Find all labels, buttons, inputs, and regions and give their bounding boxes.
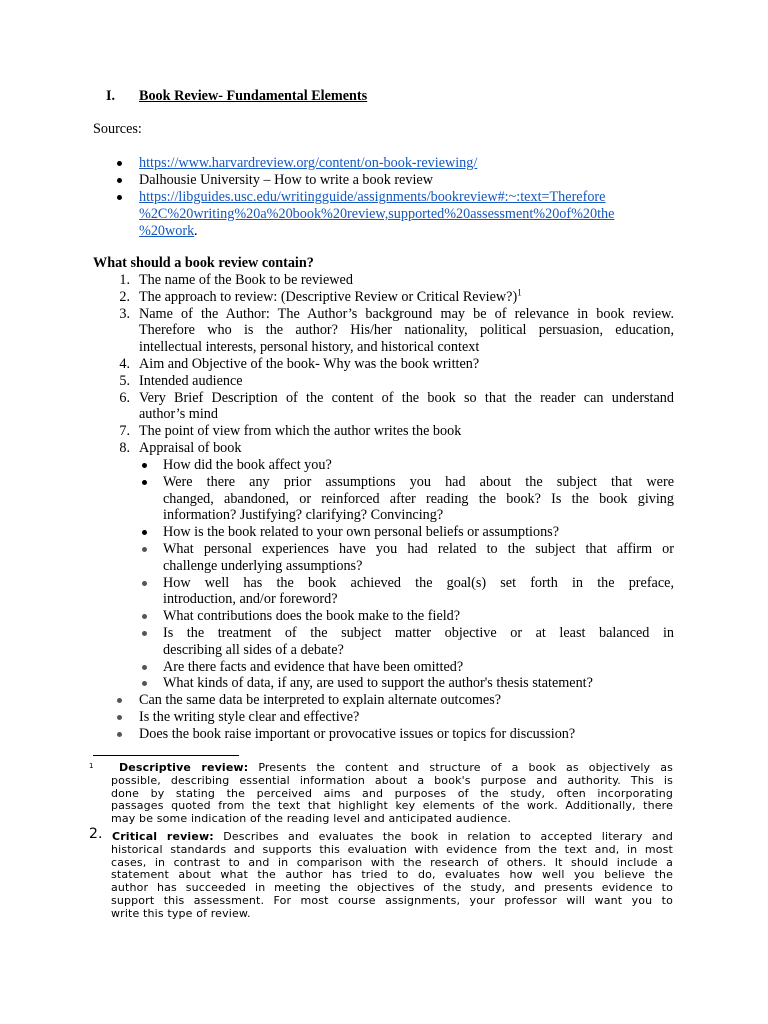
list-item-text: Therefore who is the author? His/her nationality, political persuasion, education,	[139, 322, 674, 339]
footnote-line: write this type of review.	[111, 906, 251, 920]
footnote-line: author has succeeded in meeting the objectives of the study, and presents evidence to	[111, 881, 673, 894]
section-numeral: I.	[106, 88, 116, 104]
appraisal-question: challenge underlying assumptions?	[163, 557, 363, 574]
list-item-text: Aim and Objective of the book- Why was the book written?	[139, 356, 480, 372]
list-item-text: The approach to review: (Descriptive Review or Critical Review?)$^1$	[139, 287, 522, 305]
source-link[interactable]: %2C%20writing%20a%20book%20review,supported%20assessment%20of%20the	[139, 205, 615, 222]
footnote-term: Critical review:	[112, 830, 214, 843]
bullet-icon	[142, 614, 147, 619]
bullet-icon	[142, 530, 147, 535]
list-item-text: Intended audience	[139, 372, 243, 389]
list-item-text: Appraisal of book	[139, 440, 242, 456]
source-link[interactable]: https://libguides.usc.edu/writingguide/assignments/bookreview#:~:text=Therefore	[139, 189, 606, 205]
footnote-line: may be some indication of the reading level and anticipated audience.	[111, 812, 511, 825]
source-link[interactable]: https://www.harvardreview.org/content/on-book-reviewing/	[139, 155, 478, 171]
list-number: 6.	[119, 389, 130, 406]
bullet-icon	[142, 581, 147, 586]
appraisal-question: What contributions does the book make to the field?	[163, 608, 461, 625]
sources-label: Sources:	[93, 121, 142, 137]
appraisal-question: How well has the book achieved the goal(s) set forth in the preface,	[163, 574, 674, 591]
bullet-icon	[117, 161, 122, 166]
bullet-icon	[117, 732, 122, 737]
footnote-separator	[93, 755, 239, 756]
bullet-icon	[117, 715, 122, 720]
appraisal-question: What personal experiences have you had related to the subject that affirm or	[163, 541, 674, 557]
list-number: 3.	[119, 305, 130, 322]
list-item-text: The name of the Book to be reviewed	[139, 272, 353, 288]
bullet-icon	[142, 631, 147, 636]
bullet-icon	[142, 463, 147, 468]
list-number: 1.	[119, 272, 130, 288]
list-number: 4.	[119, 356, 130, 372]
page-title: Book Review- Fundamental Elements	[139, 88, 368, 104]
bullet-icon	[142, 480, 147, 485]
footnote-line: statement about what the author has tried to do, evaluates how well you believe the	[111, 868, 673, 882]
footnote-line: support this assessment. For most course assignments, your professor will want you to	[111, 893, 673, 907]
contain-heading: What should a book review contain?	[93, 255, 314, 271]
bullet-icon	[142, 681, 147, 686]
outer-bullet-text: Can the same data be interpreted to explain alternate outcomes?	[139, 692, 502, 708]
bullet-icon	[142, 547, 147, 552]
footnote-line: passages quoted from the text that highlight key elements of the work. Additionally, there	[111, 799, 673, 813]
bullet-icon	[117, 698, 122, 703]
source-trailing: .	[194, 222, 198, 239]
appraisal-question: How is the book related to your own personal beliefs or assumptions?	[163, 524, 559, 541]
outer-bullet-text: Is the writing style clear and effective?	[139, 708, 360, 725]
appraisal-question: Are there facts and evidence that have been omitted?	[163, 658, 464, 675]
list-item-text: Name of the Author: The Author’s background may be of relevance in book review.	[139, 305, 674, 322]
source-text: Dalhousie University – How to write a book review	[139, 172, 433, 188]
outer-bullet-text: Does the book raise important or provocative issues or topics for discussion?	[139, 725, 576, 742]
list-item-text: author’s mind	[139, 406, 218, 423]
appraisal-question: changed, abandoned, or reinforced after reading the book? Is the book giving	[163, 490, 674, 507]
appraisal-question: How did the book affect you?	[163, 457, 332, 473]
footnote-marker: 2.	[89, 826, 103, 842]
footnote-line: done by stating the perceived aims and purposes of the study, often incorporating	[111, 786, 673, 800]
footnote-line: historical standards and supports this evaluation with evidence from the text and, in most	[111, 842, 673, 856]
appraisal-question: information? Justifying? clarifying? Convincing?	[163, 507, 444, 524]
footnote-line: Critical review: Describes and evaluates the book in relation to accepted literary and	[112, 830, 674, 843]
list-item-text: intellectual interests, personal history, and historical context	[139, 339, 480, 356]
bullet-icon	[117, 178, 122, 183]
source-link[interactable]: %20work	[139, 222, 195, 239]
appraisal-question: introduction, and/or foreword?	[163, 591, 338, 608]
appraisal-question: Were there any prior assumptions you had about the subject that were	[163, 473, 674, 490]
list-item-text: The point of view from which the author writes the book	[139, 423, 462, 440]
footnote-line: possible, describing essential information about a book's purpose and authority. This is	[111, 773, 673, 787]
list-number: 7.	[119, 423, 130, 440]
appraisal-question: What kinds of data, if any, are used to support the author's thesis statement?	[163, 675, 593, 692]
list-number: 5.	[119, 372, 130, 389]
bullet-icon	[117, 195, 122, 200]
list-number: 2.	[119, 288, 130, 305]
footnote-line: Descriptive review: Presents the content and structure of a book as objectively as	[119, 761, 673, 774]
appraisal-question: describing all sides of a debate?	[163, 641, 344, 658]
appraisal-question: Is the treatment of the subject matter objective or at least balanced in	[163, 625, 674, 641]
footnote-line: cases, in contrast to and in comparison with the research of others. It should include a	[111, 855, 673, 869]
footnote-marker: 1	[89, 762, 94, 770]
bullet-icon	[142, 665, 147, 670]
list-number: 8.	[119, 440, 130, 456]
list-item-text: Very Brief Description of the content of the book so that the reader can understand	[139, 389, 674, 406]
footnote-term: Descriptive review:	[119, 761, 249, 774]
footnote-ref: 1	[517, 287, 522, 298]
